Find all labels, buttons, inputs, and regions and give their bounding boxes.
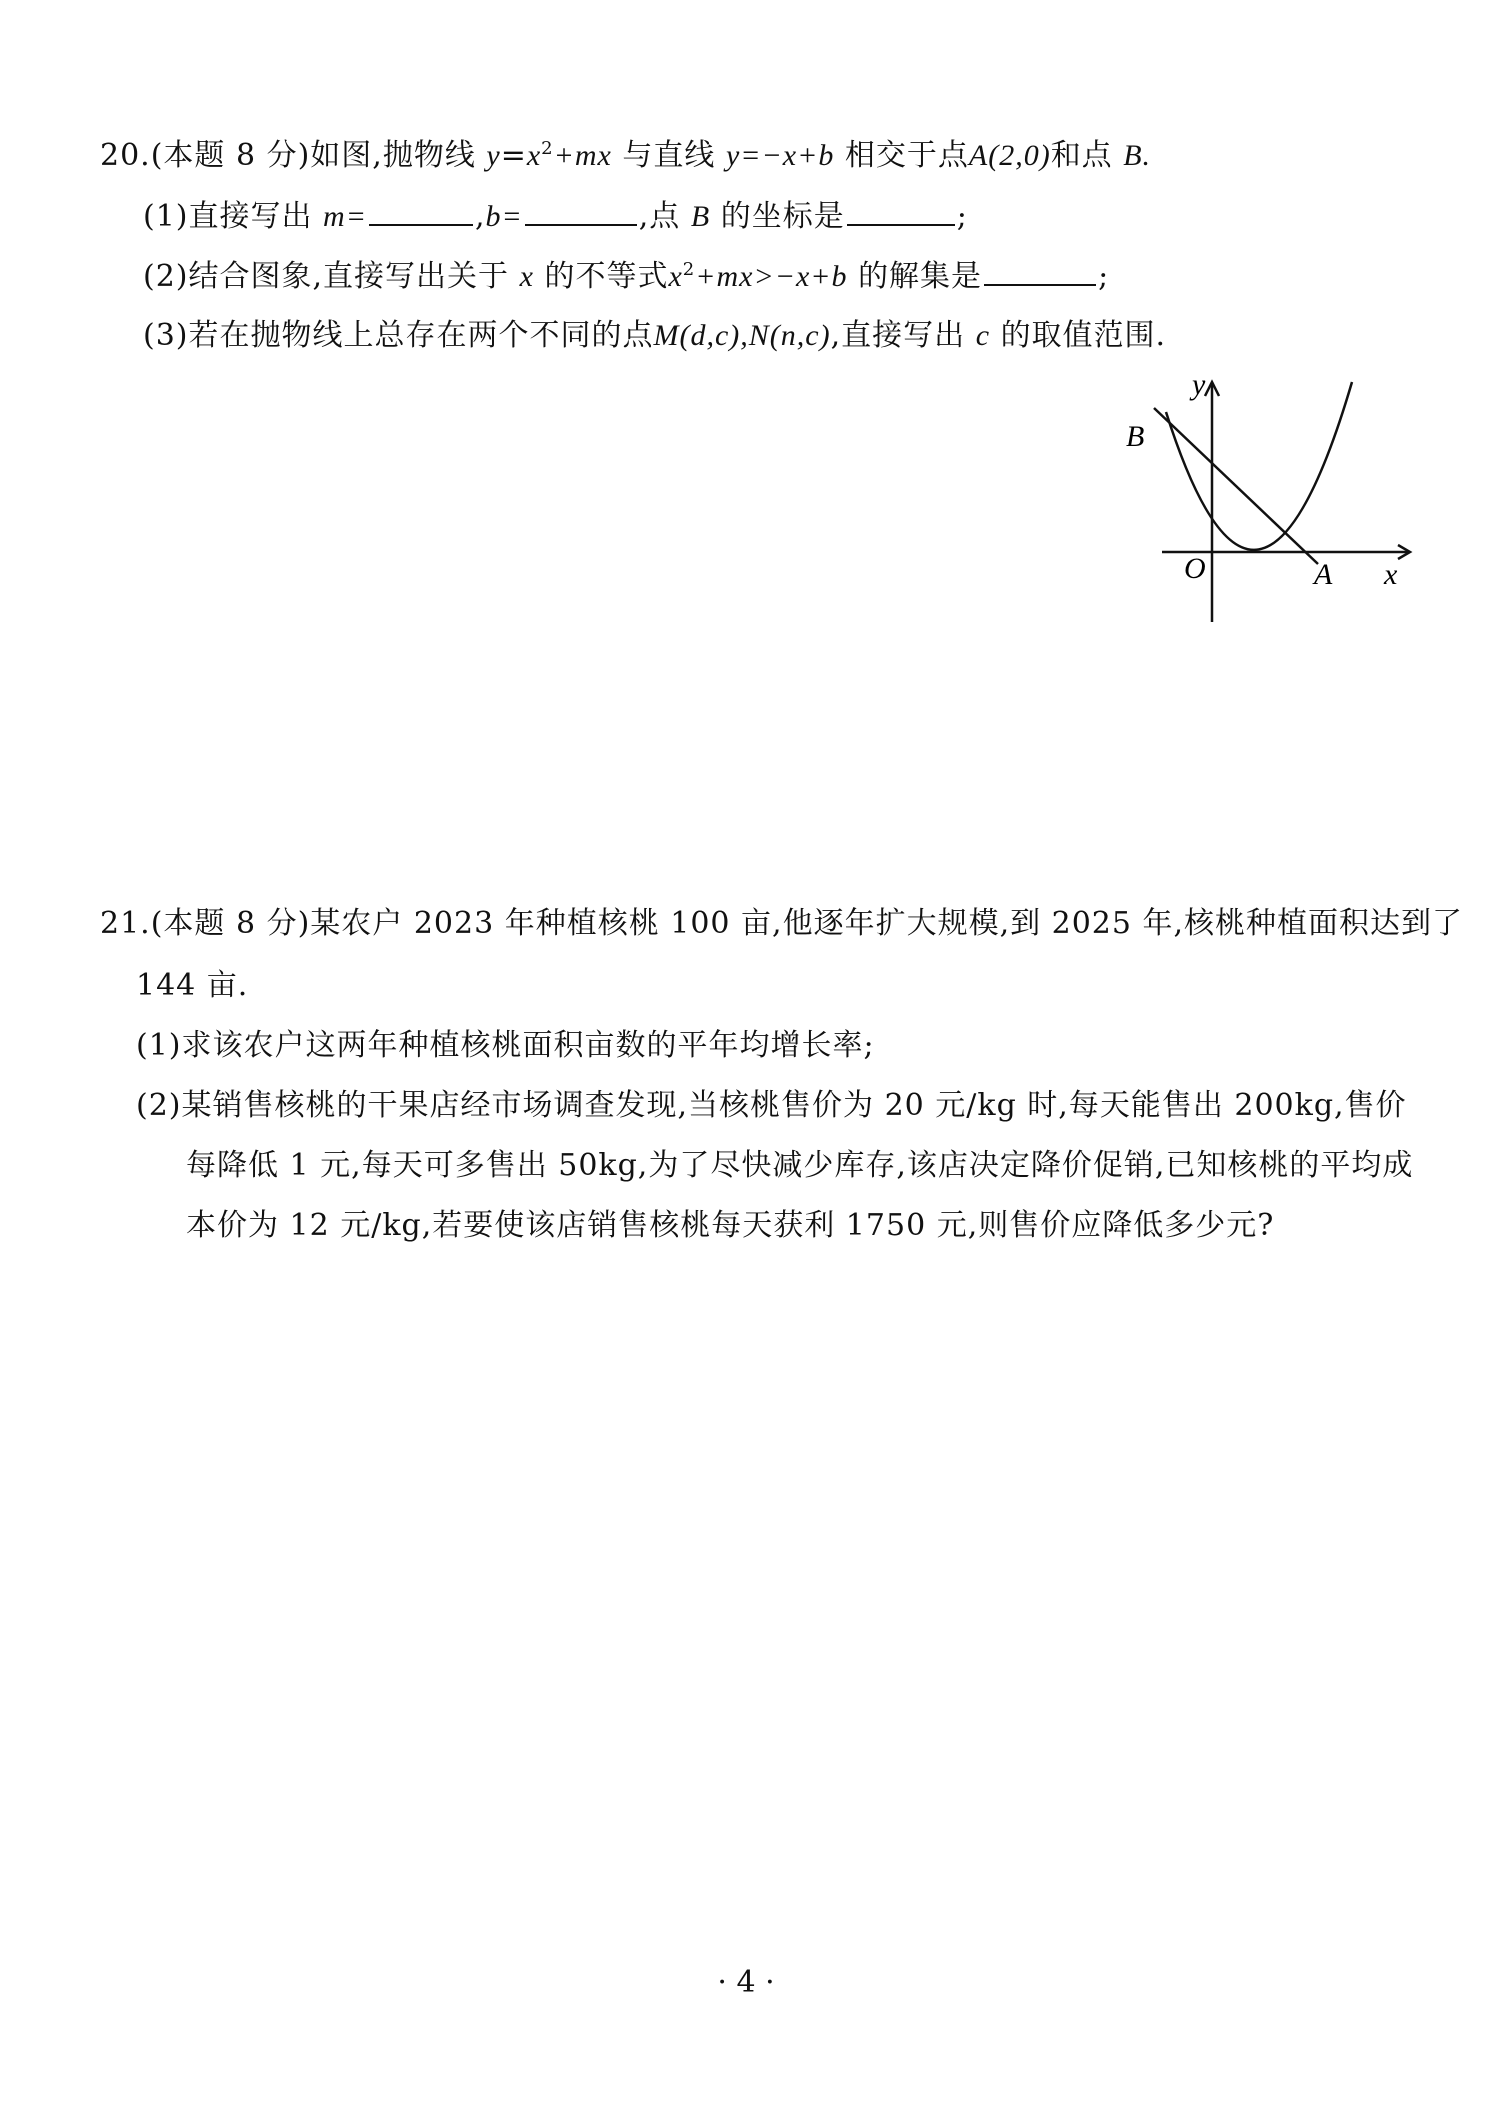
- q21-header: 21.(本题 8 分)某农户 2023 年种植核桃 100 亩,他逐年扩大规模,到 2025 年,核桃种植面积达到了: [100, 906, 1464, 941]
- q20-intersect-text: 相交于点: [844, 138, 969, 173]
- q20-graph: [1118, 372, 1418, 634]
- graph-label-a: A: [1314, 558, 1333, 591]
- q20-parabola-y: y: [486, 139, 501, 172]
- q20-p1-prefix: (1)直接写出: [143, 199, 313, 234]
- q20-point-a: A(2,0): [968, 139, 1051, 172]
- q20-and-text: 和点: [1050, 138, 1113, 173]
- q20-header: [100, 136, 1151, 176]
- q20-p2-mid: 的不等式: [544, 259, 669, 294]
- q20-p3-c: c: [975, 319, 991, 352]
- q20-p2-ineq-x: x: [668, 260, 683, 293]
- graph-label-y: y: [1192, 372, 1206, 401]
- graph-label-o: O: [1184, 552, 1206, 585]
- page-number: · 4 ·: [717, 1965, 775, 2000]
- q20-p2-x: x: [519, 260, 534, 293]
- answer-blank-coord[interactable]: [847, 194, 955, 226]
- q21-part2-line1: (2)某销售核桃的干果店经市场调查发现,当核桃售价为 20 元/kg 时,每天能售出 200kg,售价: [136, 1088, 1407, 1123]
- q20-connector: 与直线: [622, 138, 716, 173]
- q20-p3-mid: ,直接写出: [830, 318, 966, 353]
- q20-p3-prefix: (3)若在抛物线上总存在两个不同的点: [143, 318, 654, 353]
- q20-p3-suffix: 的取值范围.: [1000, 318, 1167, 353]
- q21-part2-line2: 每降低 1 元,每天可多售出 50kg,为了尽快减少库存,该店决定降价促销,已知核桃的平均成: [186, 1148, 1414, 1183]
- q20-parabola-exp: 2: [541, 138, 554, 159]
- q20-p2-ineq-exp: 2: [682, 259, 696, 280]
- q20-number: 20.: [100, 138, 151, 173]
- q20-p1-B: B: [690, 200, 711, 233]
- q20-p1-coord: 的坐标是: [720, 199, 845, 234]
- q20-p2-end: ;: [1098, 259, 1110, 294]
- q20-p1-sep2: ,点: [638, 199, 681, 234]
- q20-part1: [143, 194, 968, 237]
- answer-blank-m[interactable]: [369, 194, 473, 226]
- q20-part3: [143, 316, 1166, 356]
- q20-line-eq: y=−x+b: [725, 139, 835, 172]
- q20-p2-ineq-rest: +mx>−x+b: [695, 260, 848, 293]
- graph-label-x: x: [1384, 558, 1398, 591]
- q20-header-text: (本题 8 分)如图,抛物线: [150, 138, 476, 173]
- q20-p1-m: m=: [323, 200, 367, 233]
- q20-point-b: B.: [1123, 139, 1152, 172]
- parabola-curve: [1166, 382, 1352, 550]
- q20-p3-points: M(d,c),N(n,c): [653, 319, 831, 352]
- q20-p2-prefix: (2)结合图象,直接写出关于: [143, 259, 510, 294]
- q20-p2-suffix: 的解集是: [858, 259, 983, 294]
- q21-part1: (1)求该农户这两年种植核桃面积亩数的平年均增长率;: [136, 1028, 875, 1063]
- q20-parabola-eq: =: [500, 138, 527, 173]
- q20-p1-b: b=: [485, 200, 523, 233]
- q20-p1-end: ;: [956, 199, 968, 234]
- answer-blank-solution-set[interactable]: [984, 254, 1096, 286]
- q21-part2-line3: 本价为 12 元/kg,若要使该店销售核桃每天获利 1750 元,则售价应降低多少元?: [186, 1208, 1275, 1243]
- q20-parabola-rest: +mx: [553, 139, 612, 172]
- q20-p1-sep1: ,: [474, 199, 486, 234]
- q21-header-cont: 144 亩.: [136, 968, 249, 1003]
- straight-line: [1154, 408, 1318, 564]
- graph-label-b: B: [1126, 420, 1145, 453]
- q20-parabola-x: x: [526, 139, 542, 172]
- q20-part2: [143, 254, 1109, 297]
- answer-blank-b[interactable]: [525, 194, 637, 226]
